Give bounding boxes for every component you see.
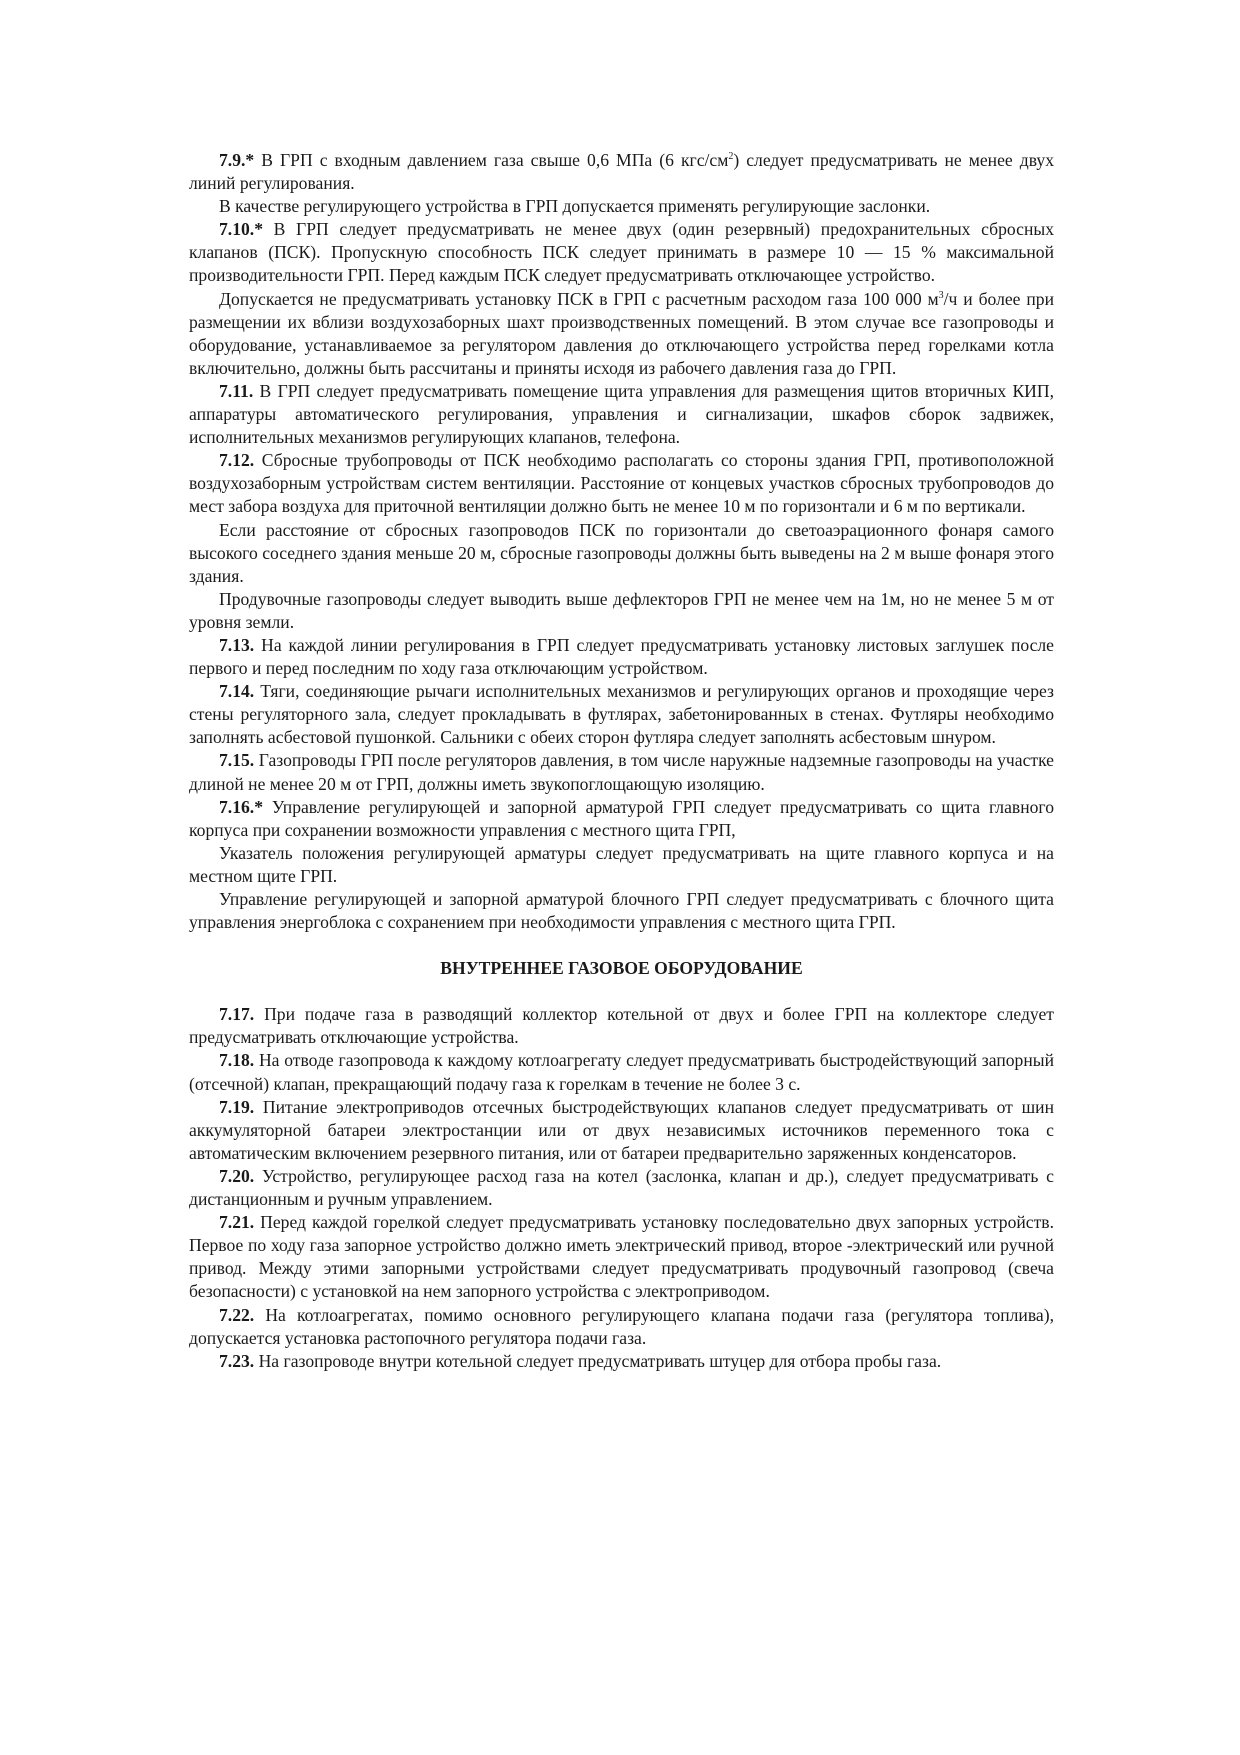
paragraph-7-14: 7.14. Тяги, соединяющие рычаги исполнительных механизмов и регулирующих органов и проходящие через стены регуляторного зала, следует прокладывать в футлярах, забетонированных в стенах. Футляры необходимо заполнять асбестовой пушонкой. Сальники с обеих сторон футляра следует заполнять асбестовым шнуром.: [189, 681, 1054, 748]
paragraph-7-11: 7.11. В ГРП следует предусматривать помещение щита управления для размещения щитов вторичных КИП, аппаратуры автоматического регулирования, управления и сигнализации, шкафов сборок задвижек, исполнительных механизмов регулирующих клапанов, телефона.: [189, 380, 1054, 448]
clause-number: 7.19.: [219, 1096, 255, 1117]
clause-number: 7.16.*: [219, 796, 263, 817]
paragraph-7-12: 7.12. Сбросные трубопроводы от ПСК необходимо располагать со стороны здания ГРП, противоположной воздухозаборным устройствам систем вентиляции. Расстояние от концевых участков сбросных трубопроводов до мест забора воздуха для приточной вентиляции должно быть не менее 10 м по горизонтали и 6 м по вертикали.: [189, 450, 1054, 517]
document-page: [189, 149, 1054, 1373]
paragraph: Если расстояние от сбросных газопроводов ПСК по горизонтали до светоаэрационного фонаря самого высокого соседнего здания меньше 20 м, сбросные газопроводы должны быть выведены на 2 м выше фонаря этого здания.: [189, 519, 1054, 586]
paragraph: Управление регулирующей и запорной арматурой блочного ГРП следует предусматривать с блочного щита управления энергоблока с сохранением при необходимости управления с местного щита ГРП.: [189, 889, 1054, 933]
paragraph-7-21: 7.21. Перед каждой горелкой следует предусматривать установку последовательно двух запорных устройств. Первое по ходу газа запорное устройство должно иметь электрический привод, второе -электрический или ручной привод. Между этими запорными устройствами следует предусматривать продувочный газопровод (свеча безопасности) с установкой на нем запорного устройства с электроприводом.: [189, 1212, 1054, 1302]
paragraph-7-19: 7.19. Питание электроприводов отсечных быстродействующих клапанов следует предусматривать от шин аккумуляторной батареи электростанции или от двух независимых источников переменного тока с автоматическим включением резервного питания, или от батареи предварительно заряженных конденсаторов.: [189, 1096, 1054, 1163]
paragraph-7-13: 7.13. На каждой линии регулирования в ГРП следует предусматривать установку листовых заглушек после первого и перед последним по ходу газа отключающим устройством.: [189, 634, 1054, 679]
paragraph-7-23: 7.23. На газопроводе внутри котельной следует предусматривать штуцер для отбора пробы газа.: [219, 1350, 942, 1371]
clause-number: 7.23.: [219, 1350, 255, 1371]
paragraph-7-16: 7.16.* Управление регулирующей и запорной арматурой ГРП следует предусматривать со щита главного корпуса при сохранении возможности управления с местного щита ГРП,: [189, 796, 1054, 840]
paragraph: В качестве регулирующего устройства в ГРП допускается применять регулирующие заслонки.: [219, 196, 931, 217]
paragraph-7-22: 7.22. На котлоагрегатах, помимо основного регулирующего клапана подачи газа (регулятора топлива), допускается установка растопочного регулятора подачи газа.: [189, 1304, 1054, 1348]
paragraph: Указатель положения регулирующей арматуры следует предусматривать на щите главного корпуса и на местном щите ГРП.: [189, 842, 1054, 886]
clause-number: 7.10.*: [219, 219, 263, 240]
paragraph: Допускается не предусматривать установку ПСК в ГРП с расчетным расходом газа 100 000 $м^3/ч$ и более при размещении их вблизи воздухозаборных шахт производственных помещений. В этом случае все газопроводы и оборудование, устанавливаемое за регулятором давления до отключающего устройства перед горелками котла включительно, должны быть рассчитаны и приняты исходя из рабочего давления газа до ГРП.: [189, 288, 1054, 378]
clause-number: 7.11.: [219, 380, 254, 401]
clause-number: 7.22.: [219, 1304, 255, 1325]
clause-number: 7.17.: [219, 1004, 255, 1025]
paragraph-7-18: 7.18. На отводе газопровода к каждому котлоагрегату следует предусматривать быстродействующий запорный (отсечной) клапан, прекращающий подачу газа к горелкам в течение не более 3 с.: [189, 1050, 1054, 1094]
clause-number: 7.12.: [219, 450, 255, 471]
clause-number: 7.13.: [219, 634, 255, 655]
clause-number: 7.14.: [219, 681, 255, 702]
paragraph-7-20: 7.20. Устройство, регулирующее расход газа на котел (заслонка, клапан и др.), следует предусматривать с дистанционным и ручным управлением.: [189, 1165, 1054, 1210]
paragraph-7-17: 7.17. При подаче газа в разводящий коллектор котельной от двух и более ГРП на коллекторе следует предусматривать отключающие устройства.: [189, 1004, 1054, 1048]
section-heading: ВНУТРЕННЕЕ ГАЗОВОЕ ОБОРУДОВАНИЕ: [440, 958, 803, 979]
clause-number: 7.15.: [219, 750, 255, 771]
clause-number: 7.9.*: [219, 150, 255, 170]
paragraph-7-9: 7.9.* В ГРП с входным давлением газа свыше 0,6 МПа (6 кгс/$см^2$) следует предусматривать не менее двух линий регулирования.: [189, 150, 1054, 194]
paragraph-7-10: 7.10.* В ГРП следует предусматривать не менее двух (один резервный) предохранительных сбросных клапанов (ПСК). Пропускную способность ПСК следует принимать в размере 10 — 15 % максимальной производительности ГРП. Перед каждым ПСК следует предусматривать отключающее устройство.: [189, 219, 1054, 286]
clause-number: 7.18.: [219, 1050, 255, 1071]
paragraph-7-15: 7.15. Газопроводы ГРП после регуляторов давления, в том числе наружные надземные газопроводы на участке длиной не менее 20 м от ГРП, должны иметь звукопоглощающую изоляцию.: [189, 750, 1054, 794]
paragraph: Продувочные газопроводы следует выводить выше дефлекторов ГРП не менее чем на 1м, но не менее 5 м от уровня земли.: [189, 588, 1054, 632]
clause-number: 7.20.: [219, 1165, 255, 1186]
clause-number: 7.21.: [219, 1212, 255, 1233]
